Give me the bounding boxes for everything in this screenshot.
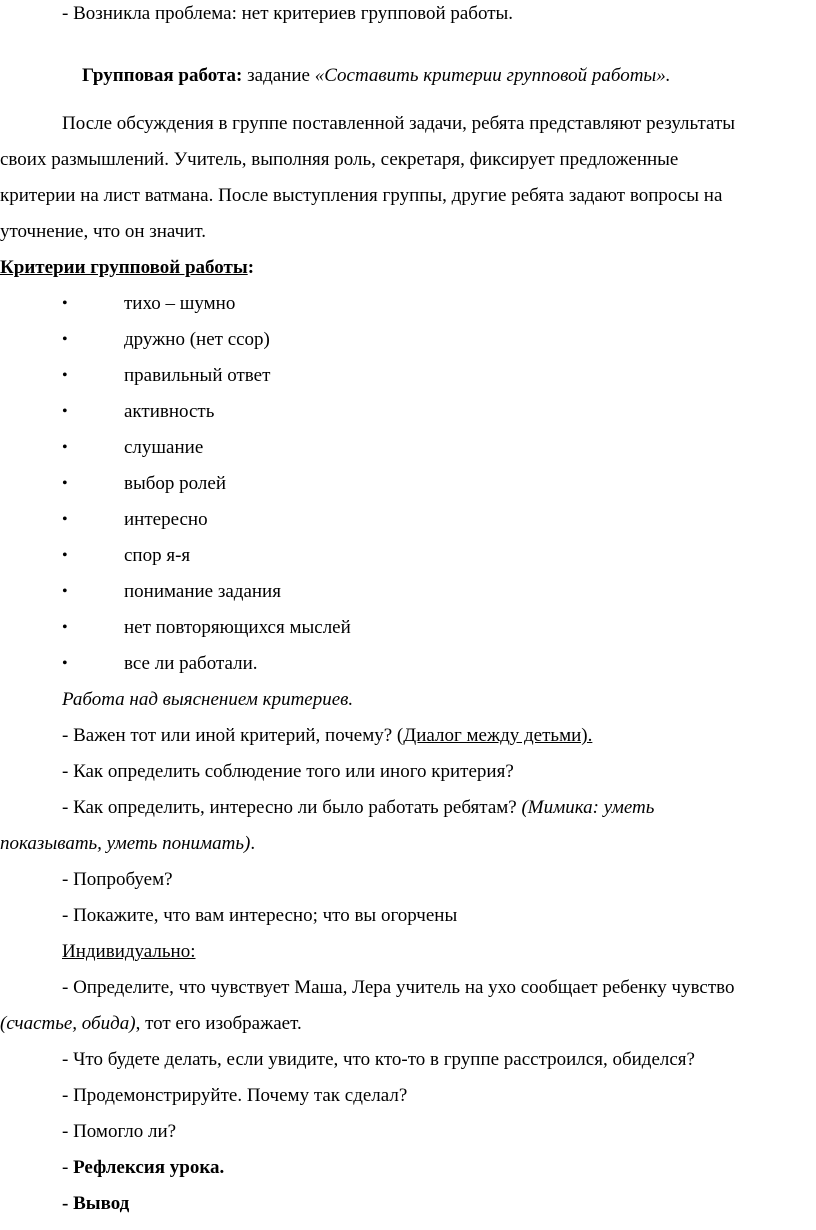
question-line: - Как определить соблюдение того или иного критерия? <box>62 761 514 782</box>
bullet-icon: • <box>62 475 68 492</box>
question-line: - Попробуем? <box>62 869 173 890</box>
bullet-icon: • <box>62 403 68 420</box>
conclusion-heading: - Вывод <box>62 1193 130 1214</box>
individual-line: - Определите, что чувствует Маша, Лера учитель на ухо сообщает ребенку чувство <box>62 977 735 998</box>
list-item-label: дружно (нет ссор) <box>124 329 270 350</box>
individual-heading: Индивидуально: <box>62 941 196 962</box>
list-item-label: все ли работали. <box>124 653 258 674</box>
list-item-label: правильный ответ <box>124 365 271 386</box>
list-item-label: спор я-я <box>124 545 191 566</box>
bullet-icon: • <box>62 547 68 564</box>
question-line <box>62 796 654 820</box>
paragraph-line: уточнение, что он значит. <box>0 221 206 242</box>
question-line <box>62 724 592 748</box>
individual-line-continued <box>0 1012 302 1036</box>
criteria-heading-line <box>0 256 254 280</box>
individual-text: , тот его изображает. <box>135 1013 302 1034</box>
paragraph-line: После обсуждения в группе поставленной задачи, ребята представляют результаты <box>62 113 736 134</box>
list-item-label: тихо – шумно <box>124 293 236 314</box>
question-text: - Важен тот или иной критерий, почему? ( <box>62 725 404 746</box>
list-item-label: нет повторяющихся мыслей <box>124 617 351 638</box>
individual-line: - Помогло ли? <box>62 1121 177 1142</box>
bullet-icon: • <box>62 367 68 384</box>
dialog-note: Диалог между детьми). <box>403 725 593 746</box>
group-work-task: задание <box>242 65 315 86</box>
criteria-heading-colon: : <box>247 257 255 278</box>
problem-line: - Возникла проблема: нет критериев групповой работы. <box>62 3 514 24</box>
mimic-note: (Мимика: уметь <box>521 797 655 818</box>
individual-line: - Продемонстрируйте. Почему так сделал? <box>62 1085 408 1106</box>
bullet-icon: • <box>62 655 68 672</box>
criteria-heading: Критерии групповой работы <box>0 257 248 278</box>
question-end: . <box>250 833 256 854</box>
list-item-label: активность <box>124 401 215 422</box>
list-item-label: интересно <box>124 509 208 530</box>
bullet-icon: • <box>62 331 68 348</box>
paragraph-line: своих размышлений. Учитель, выполняя роль, секретаря, фиксирует предложенные <box>0 149 679 170</box>
list-item-label: слушание <box>124 437 204 458</box>
question-line: - Покажите, что вам интересно; что вы огорчены <box>62 905 458 926</box>
work-heading: Работа над выяснением критериев. <box>62 689 354 710</box>
list-item-label: понимание задания <box>124 581 281 602</box>
feelings-note: (счастье, обида) <box>0 1013 136 1034</box>
group-work-title: «Составить критерии групповой работы». <box>314 65 671 86</box>
list-item-label: выбор ролей <box>124 473 226 494</box>
paragraph-line: критерии на лист ватмана. После выступления группы, другие ребята задают вопросы на <box>0 185 723 206</box>
question-text: - Как определить, интересно ли было работать ребятам? <box>62 797 522 818</box>
group-work-label: Групповая работа: <box>82 65 243 86</box>
bullet-icon: • <box>62 295 68 312</box>
reflection-line <box>62 1156 224 1180</box>
reflection-dash: - <box>62 1157 74 1178</box>
question-line-continued <box>0 832 255 856</box>
reflection-heading: Рефлексия урока. <box>73 1157 225 1178</box>
mimic-note-continued: показывать, уметь понимать) <box>0 833 251 854</box>
bullet-icon: • <box>62 439 68 456</box>
group-work-line <box>82 64 671 88</box>
individual-line: - Что будете делать, если увидите, что кто-то в группе расстроился, обиделся? <box>62 1049 695 1070</box>
bullet-icon: • <box>62 583 68 600</box>
bullet-icon: • <box>62 511 68 528</box>
bullet-icon: • <box>62 619 68 636</box>
